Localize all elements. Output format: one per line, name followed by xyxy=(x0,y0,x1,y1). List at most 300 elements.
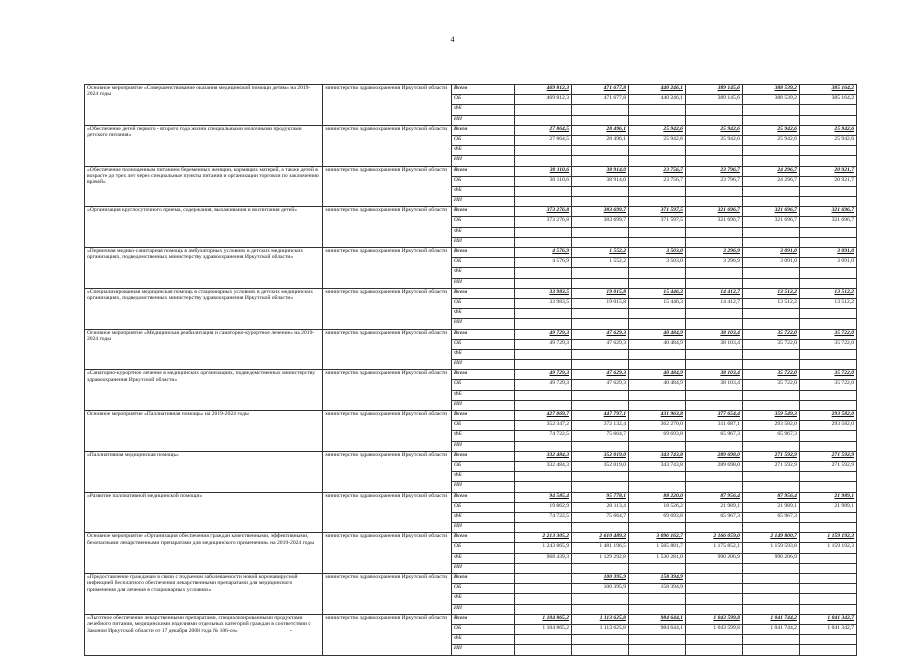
amount-cell: 271 592,9 xyxy=(742,461,799,471)
amount-cell: 40 484,9 xyxy=(628,370,685,380)
funding-source-cell: Всего xyxy=(451,370,514,380)
amount-cell: 3 096 162,7 xyxy=(628,533,685,543)
amount-cell: 35 722,0 xyxy=(742,370,799,380)
budget-table xyxy=(84,84,857,656)
amount-cell xyxy=(572,390,629,400)
amount-cell xyxy=(742,390,799,400)
amount-cell: 87 956,4 xyxy=(742,492,799,502)
funding-source-cell: ФБ xyxy=(451,553,514,563)
amount-cell: 14 412,7 xyxy=(685,298,742,308)
amount-cell: 13 512,2 xyxy=(799,298,856,308)
amount-cell: 35 722,0 xyxy=(742,339,799,349)
table-row xyxy=(85,411,857,421)
funding-source-cell: ОБ xyxy=(451,584,514,594)
amount-cell xyxy=(685,349,742,359)
amount-cell: 88 220,0 xyxy=(628,492,685,502)
amount-cell: 87 956,4 xyxy=(685,492,742,502)
page-number: 4 xyxy=(450,35,455,44)
amount-cell: 332 484,3 xyxy=(515,461,572,471)
amount-cell: 469 812,3 xyxy=(515,95,572,105)
amount-cell xyxy=(685,645,742,655)
funding-source-cell: ИИ xyxy=(451,482,514,492)
amount-cell xyxy=(628,156,685,166)
amount-cell xyxy=(515,227,572,237)
executor-cell: министерство здравоохранения Иркутской области xyxy=(323,411,451,452)
amount-cell xyxy=(742,594,799,604)
amount-cell: 49 729,3 xyxy=(515,370,572,380)
amount-cell: 385 164,2 xyxy=(799,85,856,95)
amount-cell xyxy=(799,594,856,604)
amount-cell: 47 629,3 xyxy=(572,339,629,349)
amount-cell: 1 041 342,7 xyxy=(799,614,856,624)
amount-cell xyxy=(799,512,856,522)
amount-cell xyxy=(572,197,629,207)
amount-cell xyxy=(628,237,685,247)
amount-cell: 968 439,3 xyxy=(515,553,572,563)
amount-cell xyxy=(515,197,572,207)
amount-cell: 373 276,8 xyxy=(515,217,572,227)
amount-cell xyxy=(628,645,685,655)
amount-cell: 65 967,3 xyxy=(742,431,799,441)
amount-cell: 35 722,0 xyxy=(799,370,856,380)
executor-cell: министерство здравоохранения Иркутской области xyxy=(323,451,451,492)
amount-cell xyxy=(572,604,629,614)
amount-cell xyxy=(628,472,685,482)
amount-cell xyxy=(742,604,799,614)
amount-cell: 49 729,3 xyxy=(515,329,572,339)
amount-cell xyxy=(742,278,799,288)
amount-cell: 371 597,5 xyxy=(628,207,685,217)
amount-cell: 13 512,2 xyxy=(742,298,799,308)
funding-source-cell: ОБ xyxy=(451,421,514,431)
amount-cell xyxy=(799,319,856,329)
amount-cell xyxy=(742,472,799,482)
table-row xyxy=(85,451,857,461)
amount-cell xyxy=(685,360,742,370)
amount-cell xyxy=(799,482,856,492)
amount-cell: 100 395,9 xyxy=(572,574,629,584)
activity-name-cell: «Паллиативная медицинская помощь» xyxy=(85,451,323,492)
amount-cell: 1 243 865,9 xyxy=(515,543,572,553)
amount-cell xyxy=(628,441,685,451)
funding-source-cell: Всего xyxy=(451,85,514,95)
amount-cell: 69 693,8 xyxy=(628,431,685,441)
amount-cell xyxy=(799,584,856,594)
funding-source-cell: Всего xyxy=(451,125,514,135)
amount-cell: 321 696,7 xyxy=(742,217,799,227)
activity-name-cell: «Обеспечение детей первого - второго года жизни специальными молочными продуктами детского питания» xyxy=(85,125,323,166)
amount-cell xyxy=(799,197,856,207)
funding-source-cell: ИИ xyxy=(451,523,514,533)
amount-cell xyxy=(685,584,742,594)
amount-cell xyxy=(572,349,629,359)
amount-cell: 385 164,2 xyxy=(799,95,856,105)
amount-cell: 469 812,3 xyxy=(515,85,572,95)
amount-cell xyxy=(628,319,685,329)
amount-cell: 23 796,7 xyxy=(685,176,742,186)
table-row xyxy=(85,329,857,339)
funding-source-cell: Всего xyxy=(451,451,514,461)
amount-cell: 28 496,1 xyxy=(572,135,629,145)
funding-source-cell: ИИ xyxy=(451,441,514,451)
amount-cell: 1 552,2 xyxy=(572,248,629,258)
amount-cell xyxy=(742,482,799,492)
amount-cell xyxy=(799,227,856,237)
amount-cell xyxy=(799,115,856,125)
amount-cell: 95 778,1 xyxy=(572,492,629,502)
amount-cell: 23 756,7 xyxy=(628,176,685,186)
amount-cell xyxy=(515,563,572,573)
amount-cell: 1 104 865,2 xyxy=(515,624,572,634)
amount-cell xyxy=(572,360,629,370)
amount-cell xyxy=(515,472,572,482)
amount-cell: 3 296,9 xyxy=(685,248,742,258)
amount-cell xyxy=(515,604,572,614)
amount-cell xyxy=(685,197,742,207)
amount-cell xyxy=(685,574,742,584)
amount-cell: 289 698,0 xyxy=(685,451,742,461)
amount-cell: 1 565 881,7 xyxy=(628,543,685,553)
amount-cell: 388 539,2 xyxy=(742,95,799,105)
amount-cell xyxy=(685,482,742,492)
funding-source-cell: ИИ xyxy=(451,197,514,207)
table-row xyxy=(85,492,857,502)
amount-cell: 75 664,7 xyxy=(572,431,629,441)
amount-cell xyxy=(628,268,685,278)
amount-cell xyxy=(742,309,799,319)
amount-cell xyxy=(799,278,856,288)
amount-cell: 311 687,1 xyxy=(685,421,742,431)
amount-cell: 1 041 744,2 xyxy=(742,614,799,624)
amount-cell: 371 597,5 xyxy=(628,217,685,227)
amount-cell xyxy=(799,574,856,584)
table-row xyxy=(85,370,857,380)
executor-cell: министерство здравоохранения Иркутской области xyxy=(323,288,451,329)
amount-cell xyxy=(742,360,799,370)
amount-cell xyxy=(799,237,856,247)
executor-cell: министерство здравоохранения Иркутской области xyxy=(323,125,451,166)
amount-cell xyxy=(515,360,572,370)
amount-cell xyxy=(628,197,685,207)
amount-cell xyxy=(572,186,629,196)
amount-cell: 427 069,7 xyxy=(515,411,572,421)
amount-cell xyxy=(799,390,856,400)
amount-cell: 1 175 852,1 xyxy=(685,543,742,553)
activity-name-cell: «Специализированная медицинская помощь в стационарных условиях в детских медицинских организациях, подведомственных министерству здравоохранения Иркутской области» xyxy=(85,288,323,329)
funding-source-cell: Всего xyxy=(451,207,514,217)
amount-cell xyxy=(799,441,856,451)
amount-cell xyxy=(685,390,742,400)
amount-cell xyxy=(515,482,572,492)
amount-cell: 984 644,1 xyxy=(628,624,685,634)
amount-cell xyxy=(572,105,629,115)
amount-cell xyxy=(515,156,572,166)
amount-cell: 1 159 192,3 xyxy=(799,533,856,543)
executor-cell: министерство здравоохранения Иркутской области xyxy=(323,85,451,126)
funding-source-cell: ФБ xyxy=(451,431,514,441)
funding-source-cell: ИИ xyxy=(451,360,514,370)
activity-name-cell: Основное мероприятие «Медицинская реабилитация и санаторно-курортное лечение» на 2019-2024 годы xyxy=(85,329,323,370)
amount-cell xyxy=(799,472,856,482)
amount-cell xyxy=(685,268,742,278)
amount-cell: 1 481 196,5 xyxy=(572,543,629,553)
amount-cell xyxy=(685,237,742,247)
funding-source-cell: ИИ xyxy=(451,115,514,125)
executor-cell: министерство здравоохранения Иркутской области xyxy=(323,614,451,655)
funding-source-cell: ФБ xyxy=(451,512,514,522)
amount-cell: 383 699,7 xyxy=(572,207,629,217)
amount-cell xyxy=(515,523,572,533)
amount-cell xyxy=(742,186,799,196)
amount-cell: 440 246,1 xyxy=(628,85,685,95)
amount-cell xyxy=(685,604,742,614)
amount-cell: 389 145,6 xyxy=(685,95,742,105)
amount-cell: 289 698,0 xyxy=(685,461,742,471)
funding-source-cell: ИИ xyxy=(451,400,514,410)
amount-cell xyxy=(628,349,685,359)
amount-cell: 1 113 625,8 xyxy=(572,624,629,634)
funding-source-cell: Всего xyxy=(451,574,514,584)
amount-cell xyxy=(799,563,856,573)
funding-source-cell: ОБ xyxy=(451,380,514,390)
amount-cell xyxy=(628,482,685,492)
amount-cell: 3 091,0 xyxy=(799,258,856,268)
amount-cell xyxy=(742,146,799,156)
amount-cell: 47 629,3 xyxy=(572,329,629,339)
amount-cell: 321 696,7 xyxy=(685,207,742,217)
funding-source-cell: ОБ xyxy=(451,502,514,512)
amount-cell: 35 722,0 xyxy=(799,380,856,390)
amount-cell: 343 743,8 xyxy=(628,461,685,471)
amount-cell xyxy=(628,115,685,125)
funding-source-cell: ФБ xyxy=(451,349,514,359)
amount-cell: 47 629,3 xyxy=(572,380,629,390)
amount-cell xyxy=(742,645,799,655)
amount-cell xyxy=(799,645,856,655)
executor-cell: министерство здравоохранения Иркутской области xyxy=(323,492,451,533)
funding-source-cell: ОБ xyxy=(451,95,514,105)
amount-cell: 3 296,9 xyxy=(685,258,742,268)
amount-cell: 49 729,3 xyxy=(515,339,572,349)
amount-cell: 2 213 305,2 xyxy=(515,533,572,543)
table-row xyxy=(85,288,857,298)
amount-cell: 30 110,6 xyxy=(515,176,572,186)
amount-cell: 352 019,0 xyxy=(572,451,629,461)
funding-source-cell: Всего xyxy=(451,288,514,298)
funding-source-cell: ФБ xyxy=(451,390,514,400)
amount-cell: 3 503,0 xyxy=(628,258,685,268)
amount-cell xyxy=(685,115,742,125)
amount-cell xyxy=(515,400,572,410)
activity-name-cell: «Первичная медико-санитарная помощь в амбулаторных условиях в детских медицинских организациях, подведомственных министерству здравоохранения Иркутской области» xyxy=(85,248,323,289)
amount-cell xyxy=(685,523,742,533)
executor-cell: министерство здравоохранения Иркутской области xyxy=(323,166,451,207)
amount-cell xyxy=(572,645,629,655)
funding-source-cell: ОБ xyxy=(451,217,514,227)
amount-cell xyxy=(628,227,685,237)
amount-cell: 158 394,9 xyxy=(628,584,685,594)
amount-cell: 352 019,0 xyxy=(572,461,629,471)
amount-cell: 25 942,6 xyxy=(799,135,856,145)
amount-cell xyxy=(628,146,685,156)
amount-cell xyxy=(799,146,856,156)
amount-cell xyxy=(515,319,572,329)
amount-cell xyxy=(572,482,629,492)
amount-cell: 75 664,7 xyxy=(572,512,629,522)
amount-cell: 19 015,8 xyxy=(572,288,629,298)
amount-cell: 47 629,3 xyxy=(572,370,629,380)
activity-name-cell: «Обеспечение полноценным питанием беременных женщин, кормящих матерей, а также детей в возрасте до трех лет через специальные пункты питания и организации торговли по заключению врачей» xyxy=(85,166,323,207)
amount-cell: 990 206,9 xyxy=(685,553,742,563)
amount-cell: 1 043 599,8 xyxy=(685,624,742,634)
amount-cell xyxy=(572,268,629,278)
amount-cell xyxy=(685,309,742,319)
amount-cell: 13 512,2 xyxy=(742,288,799,298)
amount-cell: 362 270,0 xyxy=(628,421,685,431)
amount-cell xyxy=(515,349,572,359)
amount-cell xyxy=(742,227,799,237)
amount-cell: 100 395,9 xyxy=(572,584,629,594)
amount-cell: 984 644,1 xyxy=(628,614,685,624)
amount-cell: 28 496,1 xyxy=(572,125,629,135)
amount-cell: 3 091,0 xyxy=(799,248,856,258)
amount-cell: 3 091,0 xyxy=(742,248,799,258)
amount-cell: 1 552,2 xyxy=(572,258,629,268)
funding-source-cell: ОБ xyxy=(451,135,514,145)
funding-source-cell: ФБ xyxy=(451,635,514,645)
activity-name-cell: «Льготное обеспечение лекарственными препаратами, специализированными продуктами лечебного питания, медицинскими изделиями отдельных категорий граждан в соответствии с Законом Иркутской области от 17 декабря 2008 года № 106-оз» xyxy=(85,614,323,655)
amount-cell xyxy=(685,105,742,115)
amount-cell: 1 043 599,8 xyxy=(685,614,742,624)
funding-source-cell: ФБ xyxy=(451,472,514,482)
amount-cell xyxy=(685,186,742,196)
amount-cell xyxy=(742,574,799,584)
amount-cell xyxy=(685,563,742,573)
amount-cell: 21 989,1 xyxy=(799,502,856,512)
funding-source-cell: ИИ xyxy=(451,645,514,655)
amount-cell xyxy=(742,105,799,115)
amount-cell xyxy=(685,278,742,288)
activity-name-cell: «Предоставление гражданам в связи с подъемом заболеваемости новой коронавирусной инфекцией бесплатного обеспечения лекарственными препаратами для медицинского применения для лечения в стационарных условиях» xyxy=(85,574,323,615)
amount-cell xyxy=(628,278,685,288)
amount-cell: 20 921,7 xyxy=(799,176,856,186)
amount-cell: 383 699,7 xyxy=(572,217,629,227)
table-row xyxy=(85,125,857,135)
amount-cell xyxy=(515,105,572,115)
amount-cell xyxy=(515,146,572,156)
amount-cell: 24 296,7 xyxy=(742,166,799,176)
amount-cell: 21 989,1 xyxy=(742,502,799,512)
amount-cell: 14 412,7 xyxy=(685,288,742,298)
funding-source-cell: ФБ xyxy=(451,309,514,319)
amount-cell xyxy=(628,400,685,410)
executor-cell: министерство здравоохранения Иркутской области xyxy=(323,574,451,615)
amount-cell xyxy=(799,349,856,359)
table-row xyxy=(85,85,857,95)
amount-cell: 359 549,3 xyxy=(742,411,799,421)
amount-cell: 13 512,2 xyxy=(799,288,856,298)
amount-cell: 2 149 800,7 xyxy=(742,533,799,543)
amount-cell xyxy=(572,523,629,533)
amount-cell: 372 132,4 xyxy=(572,421,629,431)
amount-cell xyxy=(628,563,685,573)
amount-cell xyxy=(572,563,629,573)
funding-source-cell: ОБ xyxy=(451,543,514,553)
funding-source-cell: Всего xyxy=(451,166,514,176)
funding-source-cell: Всего xyxy=(451,533,514,543)
amount-cell xyxy=(742,319,799,329)
amount-cell: 332 484,3 xyxy=(515,451,572,461)
amount-cell: 25 942,6 xyxy=(742,125,799,135)
amount-cell xyxy=(799,553,856,563)
amount-cell xyxy=(572,278,629,288)
amount-cell: 1 104 865,2 xyxy=(515,614,572,624)
amount-cell xyxy=(515,390,572,400)
amount-cell: 65 967,3 xyxy=(742,512,799,522)
amount-cell: 25 942,6 xyxy=(685,135,742,145)
amount-cell: 38 914,0 xyxy=(572,176,629,186)
amount-cell xyxy=(628,523,685,533)
funding-source-cell: ФБ xyxy=(451,186,514,196)
amount-cell: 24 296,7 xyxy=(742,176,799,186)
amount-cell: 389 145,6 xyxy=(685,85,742,95)
amount-cell xyxy=(628,105,685,115)
amount-cell: 74 722,5 xyxy=(515,431,572,441)
amount-cell: 35 722,0 xyxy=(742,380,799,390)
amount-cell xyxy=(628,594,685,604)
amount-cell: 3 503,0 xyxy=(628,248,685,258)
funding-source-cell: Всего xyxy=(451,492,514,502)
amount-cell xyxy=(742,156,799,166)
funding-source-cell: ОБ xyxy=(451,461,514,471)
activity-name-cell: «Развитие паллиативной медицинской помощи» xyxy=(85,492,323,533)
amount-cell xyxy=(685,400,742,410)
amount-cell: 343 743,8 xyxy=(628,451,685,461)
amount-cell: 25 942,6 xyxy=(628,135,685,145)
amount-cell xyxy=(685,441,742,451)
amount-cell: 1 113 625,8 xyxy=(572,614,629,624)
amount-cell: 74 722,5 xyxy=(515,512,572,522)
amount-cell: 40 484,9 xyxy=(628,339,685,349)
amount-cell: 25 942,6 xyxy=(628,125,685,135)
amount-cell xyxy=(515,594,572,604)
amount-cell xyxy=(515,278,572,288)
amount-cell: 21 989,1 xyxy=(685,502,742,512)
funding-source-cell: ОБ xyxy=(451,339,514,349)
amount-cell xyxy=(572,441,629,451)
amount-cell: 40 484,9 xyxy=(628,380,685,390)
funding-source-cell: ОБ xyxy=(451,624,514,634)
amount-cell: 19 015,8 xyxy=(572,298,629,308)
amount-cell xyxy=(628,390,685,400)
amount-cell xyxy=(628,309,685,319)
amount-cell: 38 103,4 xyxy=(685,370,742,380)
amount-cell xyxy=(685,146,742,156)
amount-cell xyxy=(799,105,856,115)
amount-cell: 35 722,0 xyxy=(742,329,799,339)
amount-cell xyxy=(515,309,572,319)
table-row xyxy=(85,166,857,176)
funding-source-cell: ИИ xyxy=(451,563,514,573)
amount-cell: 30 110,6 xyxy=(515,166,572,176)
bottom-mark: - xyxy=(290,628,292,634)
executor-cell: министерство здравоохранения Иркутской области xyxy=(323,248,451,289)
amount-cell: 94 585,4 xyxy=(515,492,572,502)
activity-name-cell: Основное мероприятие «Организация обеспечения граждан качественными, эффективными, безопасными лекарственными препаратами для медицинского применения» на 2019-2024 годы xyxy=(85,533,323,574)
amount-cell: 352 347,2 xyxy=(515,421,572,431)
amount-cell: 38 103,4 xyxy=(685,339,742,349)
amount-cell xyxy=(799,604,856,614)
